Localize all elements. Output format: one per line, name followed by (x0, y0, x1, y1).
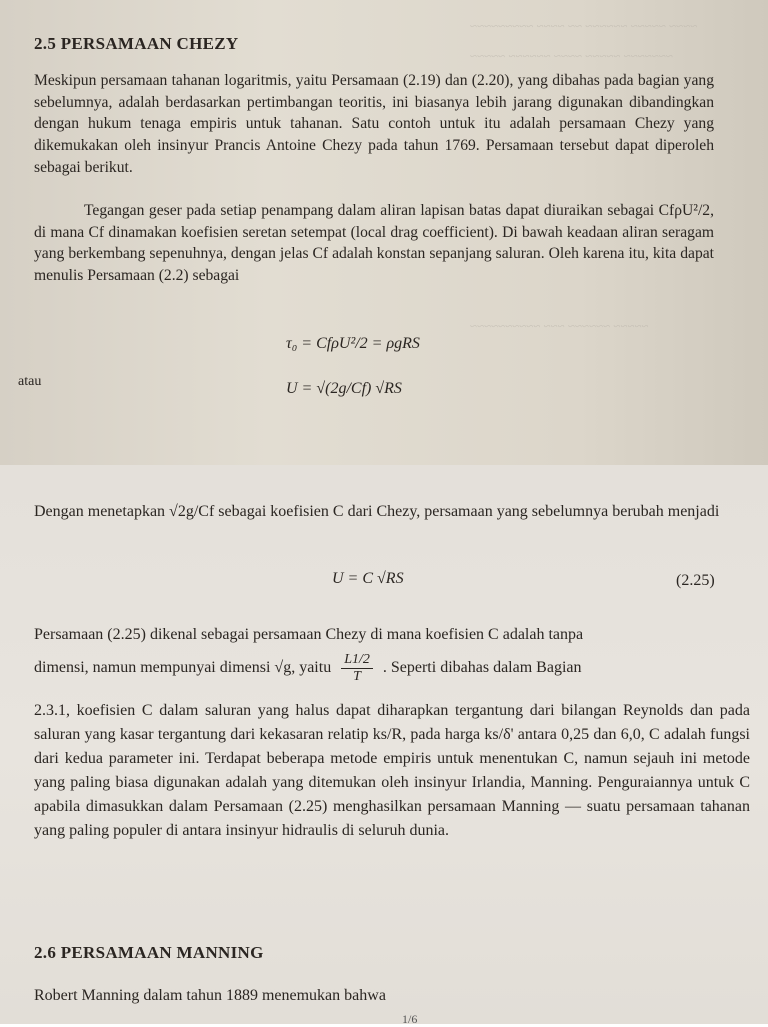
dimension-text-end: . Seperti dibahas dalam Bagian (382, 659, 582, 677)
equation-velocity: U = √(2g/Cf) √RS (286, 380, 402, 397)
fraction-numerator: L1/2 (341, 652, 373, 669)
dimension-text: dimensi, namun mempunyai dimensi √g, yaitu (34, 659, 332, 677)
equation-chezy: U = C √RS (332, 570, 404, 587)
bleed-through-text: ~~~~~ ~~~~~~ ~~~ ~~~~~~~~~~ (470, 318, 649, 333)
paragraph-manning-start: Robert Manning dalam tahun 1889 menemukan bahwa (34, 987, 386, 1004)
paragraph-dimension-b (34, 652, 581, 685)
fraction-denominator: T (353, 669, 361, 684)
equation-number: (2.25) (676, 572, 715, 589)
paragraph-shear-stress: Tegangan geser pada setiap penampang dalam aliran lapisan batas dapat diuraikan sebagai CfρU²/2, di mana Cf dinamakan koefisien seretan setempat (local drag coefficient). Di bawah keadaan aliran seragam yang berkembang sepenuhnya, dengan jelas Cf adalah konstan sepanjang saluran. Oleh karena itu, kita dapat menulis Persamaan (2.2) sebagai (34, 202, 714, 285)
equation-shear: τ₀ = CfρU²/2 = ρgRS (286, 335, 420, 352)
paragraph-intro: Meskipun persamaan tahanan logaritmis, yaitu Persamaan (2.19) dan (2.20), yang dibahas pada bagian yang sebelumnya, adalah berdasarkan pertimbangan teoritis, ini biasanya lebih jarang digunakan dibandingkan dengan hukum tenaga empiris untuk tahanan. Satu contoh untuk itu adalah persamaan Chezy yang dikemukakan oleh insinyur Prancis Antoine Chezy pada tahun 1769. Persamaan tersebut dapat diperoleh sebagai berikut. (34, 72, 714, 176)
paragraph-manning-intro: 2.3.1, koefisien C dalam saluran yang halus dapat diharapkan tergantung dari bilangan Reynolds dan pada saluran yang kasar tergantung dari kekasaran relatip ks/R, pada harga ks/δ' antara 0,25 dan 6,0, C adalah fungsi dari kedua parameter ini. Terdapat beberapa metode empiris untuk menentukan C, namun sejauh ini metode yang paling biasa digunakan adalah yang ditemukan oleh insinyur Irlandia, Manning. Penguraiannya untuk C apabila dimasukkan dalam Persamaan (2.25) menghasilkan persamaan Manning — suatu persamaan tahanan yang paling populer di antara insinyur hidraulis di seluruh dunia. (34, 702, 750, 839)
bleed-through-text: ~~~~ ~~~~~ ~~~~~~ ~~ ~~~~ ~~~~~~~~~ (470, 18, 698, 33)
bleed-through-text: ~~~~~~~ ~~~~~ ~~~~ ~~~~~~ ~~~~~ (470, 48, 673, 63)
section-heading-manning: 2.6 PERSAMAAN MANNING (34, 943, 264, 962)
dimension-fraction (341, 652, 373, 685)
section-heading-chezy: 2.5 PERSAMAAN CHEZY (34, 34, 239, 53)
label-atau: atau (18, 374, 42, 389)
cut-off-fragment: 1/6 (402, 1012, 418, 1026)
paragraph-dimension-a: Persamaan (2.25) dikenal sebagai persamaan Chezy di mana koefisien C adalah tanpa (34, 626, 584, 643)
paragraph-chezy-coefficient: Dengan menetapkan √2g/Cf sebagai koefisien C dari Chezy, persamaan yang sebelumnya berubah menjadi (34, 503, 720, 520)
